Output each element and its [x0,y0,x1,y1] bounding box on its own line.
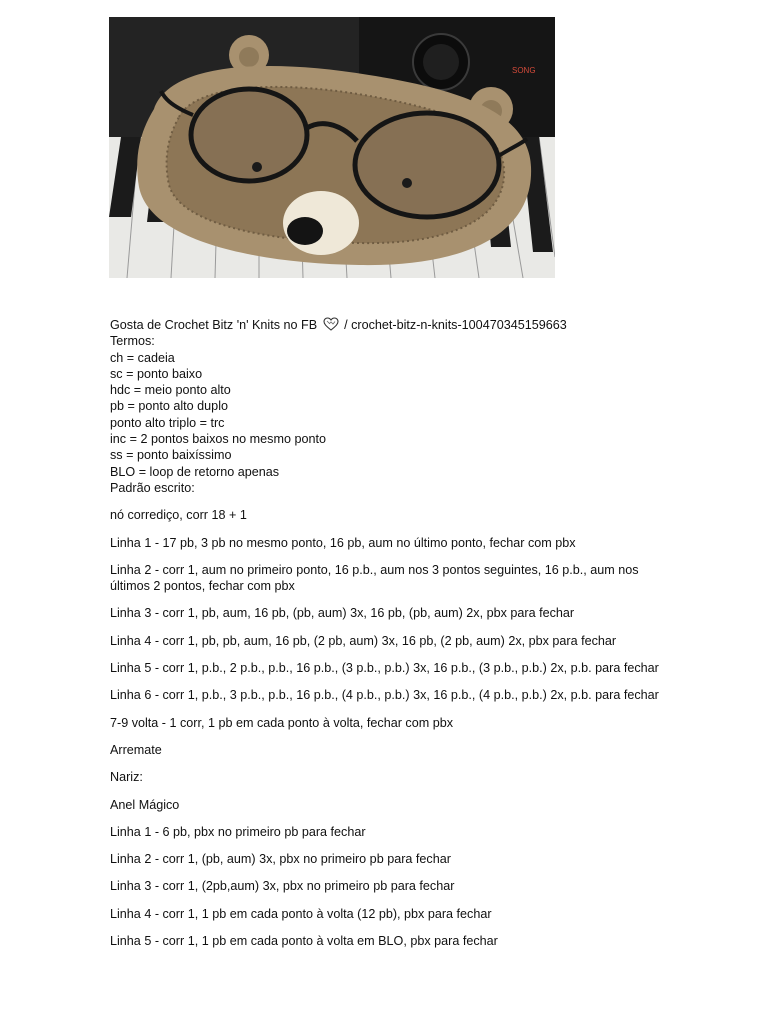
pattern-step: Linha 1 - 17 pb, 3 pb no mesmo ponto, 16 pb, aum no último ponto, fechar com pbx [110,535,576,550]
term-item: ss = ponto baixíssimo [110,448,232,463]
term-item: BLO = loop de retorno apenas [110,464,280,479]
pattern-step: Linha 5 - corr 1, p.b., 2 p.b., p.b., 16 p.b., (3 p.b., p.b.) 3x, 16 p.b., (3 p.b., p.b.) 2x, p.b. para fechar [110,661,659,676]
term-item: ponto alto triplo = trc [110,415,225,430]
term-item: inc = 2 pontos baixos no mesmo ponto [110,432,326,447]
pattern-step: Linha 5 - corr 1, 1 pb em cada ponto à volta em BLO, pbx para fechar [110,934,498,949]
pattern-step: nó corrediço, corr 18 + 1 [110,508,247,523]
pattern-step: 7-9 volta - 1 corr, 1 pb em cada ponto à volta, fechar com pbx [110,715,454,730]
pattern-step: Arremate [110,742,162,757]
crochet-bear-glasses-case-illustration [109,17,555,278]
term-item: ch = cadeia [110,350,175,365]
source-prefix: Gosta de Crochet Bitz 'n' Knits no FB [110,318,318,332]
pattern-step: Anel Mágico [110,797,180,812]
pattern-step: Linha 6 - corr 1, p.b., 3 p.b., p.b., 16 p.b., (4 p.b., p.b.) 3x, 16 p.b., (4 p.b., p.b.) 2x, p.b. para fechar [110,688,659,703]
pattern-step: Linha 4 - corr 1, pb, pb, aum, 16 pb, (2 pb, aum) 3x, 16 pb, (2 pb, aum) 2x, pbx para fechar [110,633,617,648]
heart-icon [323,317,339,331]
pattern-title: Padrão escrito: [110,480,195,495]
pattern-step: Linha 4 - corr 1, 1 pb em cada ponto à volta (12 pb), pbx para fechar [110,906,492,921]
pattern-step: Linha 2 - corr 1, aum no primeiro ponto, 16 p.b., aum nos 3 pontos seguintes, 16 p.b., aum nos últimos 2 pontos, fechar com pbx [110,562,639,594]
terms-title: Termos: [110,334,155,349]
pattern-step: Linha 3 - corr 1, pb, aum, 16 pb, (pb, aum) 3x, 16 pb, (pb, aum) 2x, pbx para fechar [110,606,575,621]
pattern-step: Linha 2 - corr 1, (pb, aum) 3x, pbx no primeiro pb para fechar [110,852,451,867]
source-line [110,317,670,333]
crochet-bear-photo [109,17,555,278]
term-item: sc = ponto baixo [110,366,203,381]
term-item: hdc = meio ponto alto [110,383,231,398]
term-item: pb = ponto alto duplo [110,399,228,414]
pattern-step: Linha 3 - corr 1, (2pb,aum) 3x, pbx no primeiro pb para fechar [110,879,455,894]
source-suffix: / crochet-bitz-n-knits-100470345159663 [344,318,567,332]
bear-nose [283,191,359,255]
pattern-step: Nariz: [110,770,143,785]
pattern-step: Linha 1 - 6 pb, pbx no primeiro pb para fechar [110,824,366,839]
svg-text:SONG: SONG [512,66,536,75]
pattern-document [110,317,670,960]
